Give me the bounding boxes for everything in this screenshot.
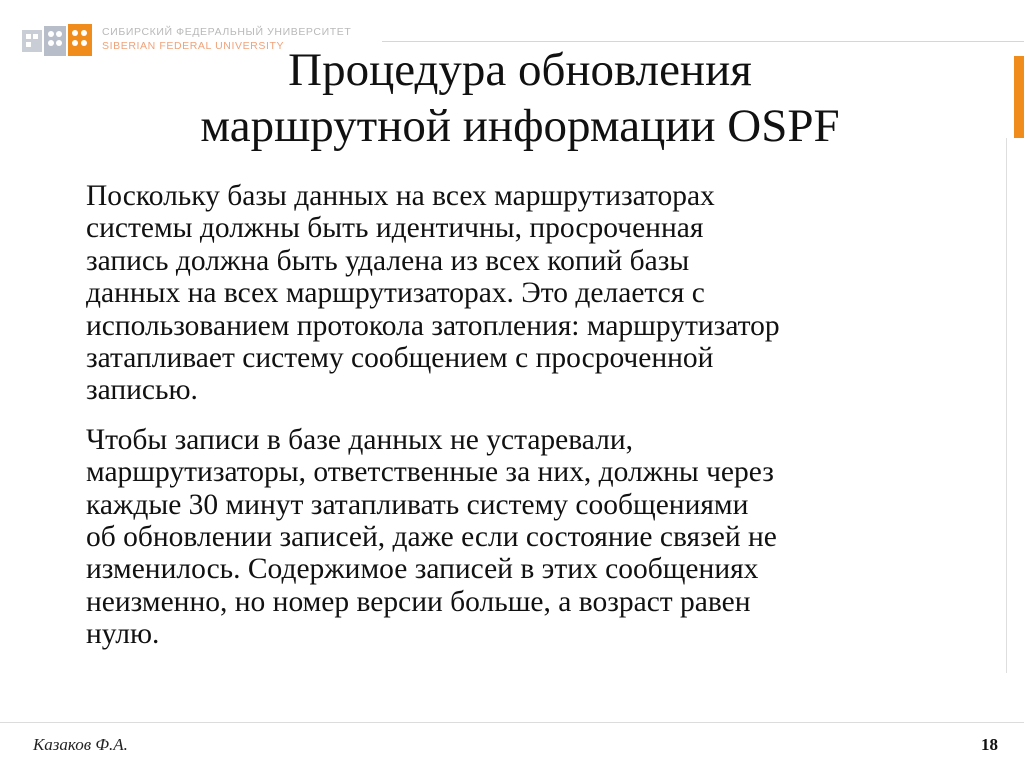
paragraph-line: затапливает систему сообщением с просроченной	[86, 342, 714, 375]
paragraph-line: системы должны быть идентичны, просроченная	[86, 212, 704, 245]
side-divider	[1006, 138, 1007, 673]
paragraph-line: Чтобы записи в базе данных не устаревали,	[86, 423, 634, 456]
paragraph-line: маршрутизаторы, ответственные за них, должны через	[86, 456, 774, 489]
author-name: Казаков Ф.А.	[33, 735, 128, 754]
paragraph-1	[86, 180, 986, 407]
paragraph-2	[86, 424, 986, 651]
paragraph-line: неизменно, но номер версии больше, а возраст равен	[86, 585, 751, 618]
paragraph-line: нулю.	[86, 618, 160, 651]
paragraph-line: запись должна быть удалена из всех копий базы	[86, 244, 690, 277]
paragraph-line: каждые 30 минут затапливать систему сообщениями	[86, 488, 749, 521]
paragraph-line: об обновлении записей, даже если состояние связей не	[86, 521, 777, 554]
page-number: 18	[981, 735, 998, 754]
paragraph-line: изменилось. Содержимое записей в этих сообщениях	[86, 553, 759, 586]
paragraph-line: использованием протокола затопления: маршрутизатор	[86, 309, 780, 342]
paragraph-line: записью.	[86, 374, 198, 407]
logo-text-en: SIBERIAN FEDERAL UNIVERSITY	[102, 40, 285, 52]
paragraph-line: Поскольку базы данных на всех маршрутизаторах	[86, 180, 715, 212]
slide-title-line-2: маршрутной информации OSPF	[200, 100, 840, 152]
paragraph-line: данных на всех маршрутизаторах. Это делается с	[86, 277, 705, 310]
university-emblem-icon	[22, 22, 92, 58]
slide-title-line-1: Процедура обновления	[288, 44, 752, 96]
slide-body	[86, 180, 986, 668]
side-accent-bar	[1014, 56, 1024, 138]
slide-title	[100, 42, 940, 154]
logo-text-ru: СИБИРСКИЙ ФЕДЕРАЛЬНЫЙ УНИВЕРСИТЕТ	[102, 26, 352, 38]
footer-divider	[0, 722, 1024, 723]
